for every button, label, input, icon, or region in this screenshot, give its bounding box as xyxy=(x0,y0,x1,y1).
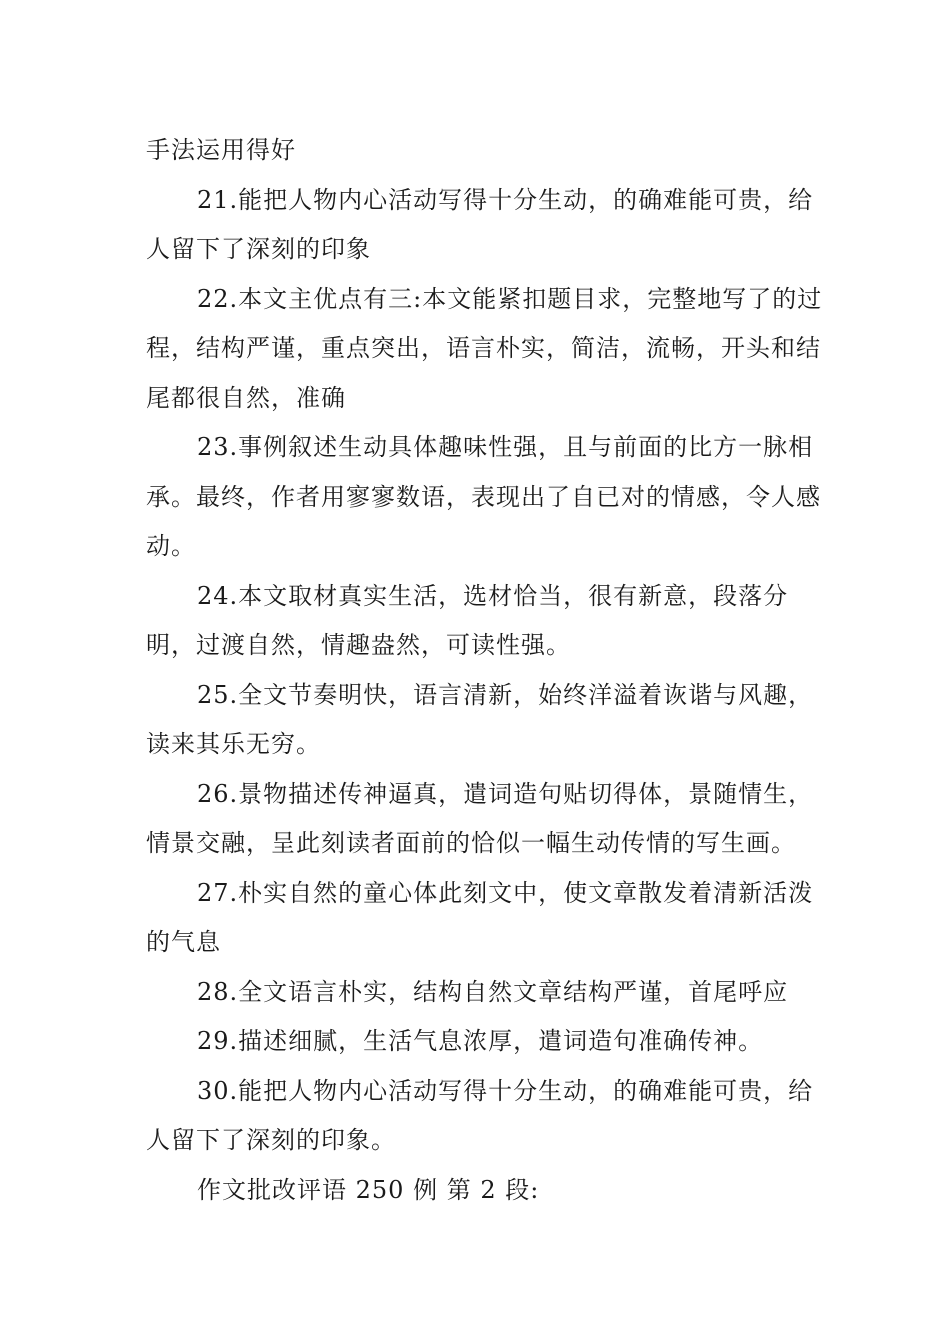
paragraph-comment-25: 25.全文节奏明快，语言清新，始终洋溢着诙谐与风趣，读来其乐无穷。 xyxy=(146,680,814,758)
paragraph-comment-21: 21.能把人物内心活动写得十分生动，的确难能可贵，给人留下了深刻的印象 xyxy=(146,185,814,263)
paragraph-comment-26: 26.景物描述传神逼真，遣词造句贴切得体，景随情生，情景交融，呈此刻读者面前的恰似一幅生动传情的写生画。 xyxy=(146,779,814,857)
paragraph-comment-30: 30.能把人物内心活动写得十分生动，的确难能可贵，给人留下了深刻的印象。 xyxy=(146,1076,814,1154)
section-heading: 作文批改评语 250 例 第 2 段: xyxy=(197,1175,540,1204)
paragraph-continuation: 手法运用得好 xyxy=(146,136,296,164)
paragraph-comment-24: 24.本文取材真实生活，选材恰当，很有新意，段落分明，过渡自然，情趣盎然，可读性强。 xyxy=(146,581,789,659)
paragraph-comment-29: 29.描述细腻，生活气息浓厚，遣词造句准确传神。 xyxy=(197,1027,764,1055)
paragraph-comment-28: 28.全文语言朴实，结构自然文章结构严谨，首尾呼应 xyxy=(197,977,789,1006)
paragraph-comment-27: 27.朴实自然的童心体此刻文中，使文章散发着清新活泼的气息 xyxy=(146,878,814,956)
paragraph-comment-23: 23.事例叙述生动具体趣味性强，且与前面的比方一脉相承。最终，作者用寥寥数语，表现出了自已对的情感，令人感动。 xyxy=(146,433,821,560)
document-body xyxy=(146,126,826,1215)
paragraph-comment-22: 22.本文主优点有三:本文能紧扣题目求，完整地写了的过程，结构严谨，重点突出，语言朴实，简洁，流畅，开头和结尾都很自然，准确 xyxy=(146,284,823,412)
